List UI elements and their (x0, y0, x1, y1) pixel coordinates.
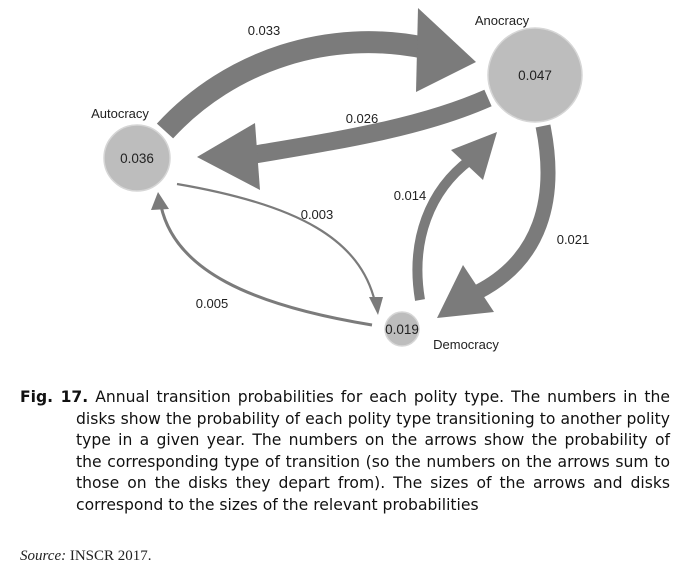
edge-label-anocracy-to-autocracy: 0.026 (345, 111, 379, 126)
edge-label-democracy-to-autocracy: 0.005 (195, 296, 229, 311)
edge-label-autocracy-to-anocracy: 0.033 (247, 23, 281, 38)
edge-label-democracy-to-anocracy: 0.014 (393, 188, 427, 203)
source-note (20, 548, 152, 565)
caption-label: Fig. 17. (20, 388, 89, 406)
source-label: Source: (20, 548, 67, 564)
node-value-anocracy: 0.047 (518, 68, 552, 83)
caption-text: Annual transition probabilities for each polity type. The numbers in the disks show the probability of each polity type transitioning to another polity type in a given year. The numbers on the arrows show the probability of the corresponding type of transition (so the numbers on the arrows sum to those on the disks they depart from). The sizes of the arrows and disks correspond to the sizes of the relevant probabilities (76, 388, 670, 514)
arrowhead-anocracy-to-autocracy (197, 123, 260, 190)
figure-caption (20, 387, 670, 517)
node-name-anocracy: Anocracy (474, 13, 530, 28)
edge-democracy-to-autocracy (161, 206, 372, 325)
node-value-democracy: 0.019 (385, 322, 419, 337)
edge-label-autocracy-to-democracy: 0.003 (300, 207, 334, 222)
node-name-autocracy: Autocracy (91, 106, 149, 121)
edge-anocracy-to-autocracy (252, 98, 488, 155)
node-name-democracy: Democracy (433, 337, 499, 352)
edge-autocracy-to-anocracy (165, 42, 425, 131)
edge-autocracy-to-democracy (177, 184, 375, 302)
arrowhead-autocracy-to-democracy (369, 297, 383, 315)
arrowhead-democracy-to-autocracy (151, 192, 169, 210)
source-text: INSCR 2017. (69, 548, 152, 564)
node-value-autocracy: 0.036 (120, 151, 154, 166)
arrowhead-autocracy-to-anocracy (416, 8, 476, 92)
edge-label-anocracy-to-democracy: 0.021 (556, 232, 590, 247)
